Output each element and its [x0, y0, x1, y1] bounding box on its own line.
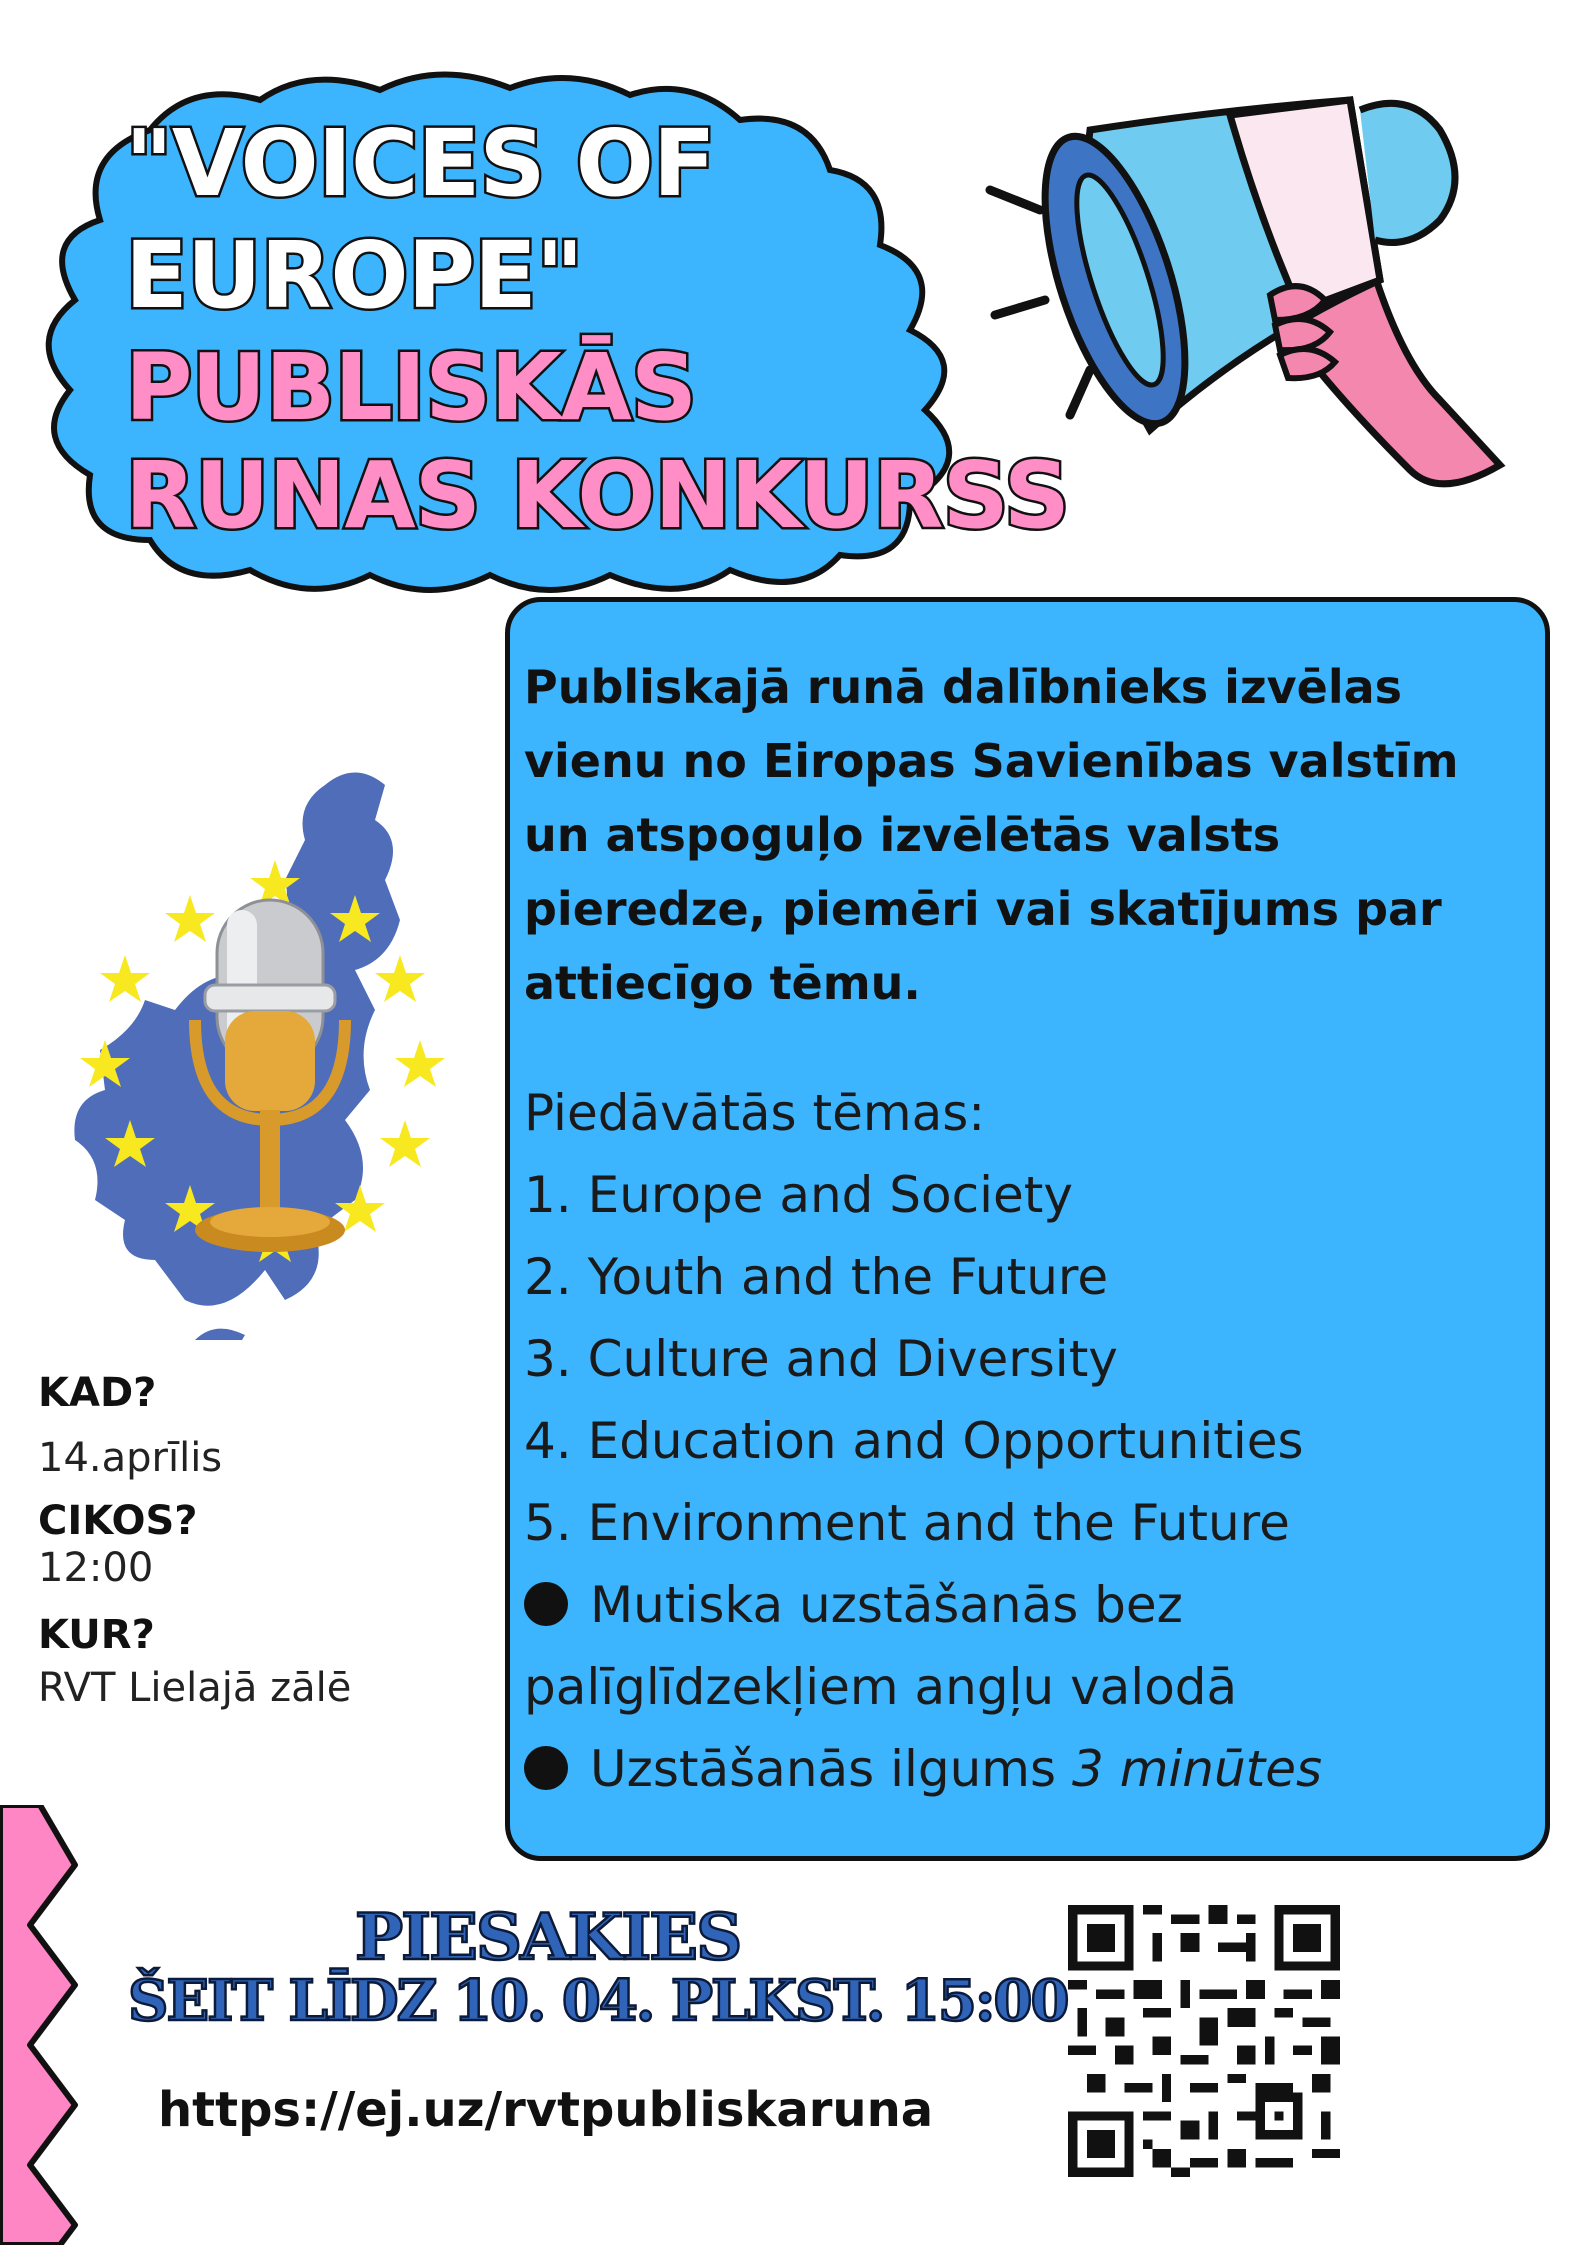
where-value: RVT Lielajā zālē [38, 1665, 352, 1711]
topic-item: 5. Environment and the Future [524, 1494, 1290, 1552]
description-line: attiecīgo tēmu. [524, 956, 921, 1010]
description-line: pieredze, piemēri vai skatījums par [524, 882, 1442, 936]
title-line-2: EUROPE" [125, 222, 583, 329]
description-line: vienu no Eiropas Savienības valstīm [524, 734, 1459, 788]
where-label: KUR? [38, 1612, 155, 1658]
subtitle-line-2: RUNAS KONKURSS [125, 442, 1070, 549]
zigzag-decoration [0, 1805, 90, 2245]
info-panel [505, 597, 1550, 1861]
topics-list [524, 1154, 1531, 1564]
description-line: Publiskajā runā dalībnieks izvēlas [524, 660, 1403, 714]
description-line: un atspoguļo izvēlētās valsts [524, 808, 1281, 862]
rule-duration [524, 1728, 1531, 1810]
europe-microphone-illustration [55, 760, 495, 1340]
rule-language-line-1: Mutiska uzstāšanās bez [590, 1576, 1183, 1634]
rule-duration-text: Uzstāšanās ilgums [590, 1740, 1057, 1798]
bullet-icon [524, 1582, 568, 1626]
time-label: CIKOS? [38, 1498, 198, 1544]
bullet-icon [524, 1746, 568, 1790]
title-cloud [30, 60, 1070, 600]
rule-duration-value: 3 minūtes [1071, 1740, 1323, 1798]
topic-item: 3. Culture and Diversity [524, 1330, 1118, 1388]
time-value: 12:00 [38, 1545, 154, 1591]
when-label: KAD? [38, 1370, 157, 1416]
topic-item: 1. Europe and Society [524, 1166, 1073, 1224]
topics-heading: Piedāvātās tēmas: [524, 1084, 986, 1142]
signup-url[interactable]: https://ej.uz/rvtpubliskaruna [158, 2082, 934, 2138]
title-line-1: "VOICES OF [125, 110, 715, 217]
qr-code-icon[interactable] [1068, 1905, 1340, 2177]
subtitle-line-1: PUBLISKĀS [125, 334, 697, 441]
topic-item: 2. Youth and the Future [524, 1248, 1109, 1306]
topic-item: 4. Education and Opportunities [524, 1412, 1304, 1470]
rule-language-line-2: palīglīdzekļiem angļu valodā [524, 1658, 1238, 1716]
description [524, 650, 1531, 1020]
signup-heading: PIESAKIES [355, 1900, 741, 1975]
signup-deadline: ŠEIT LĪDZ 10. 04. PLKST. 15:00 [128, 1968, 1068, 2034]
megaphone-icon [970, 70, 1530, 510]
when-value: 14.aprīlis [38, 1435, 223, 1481]
rule-language [524, 1564, 1531, 1646]
